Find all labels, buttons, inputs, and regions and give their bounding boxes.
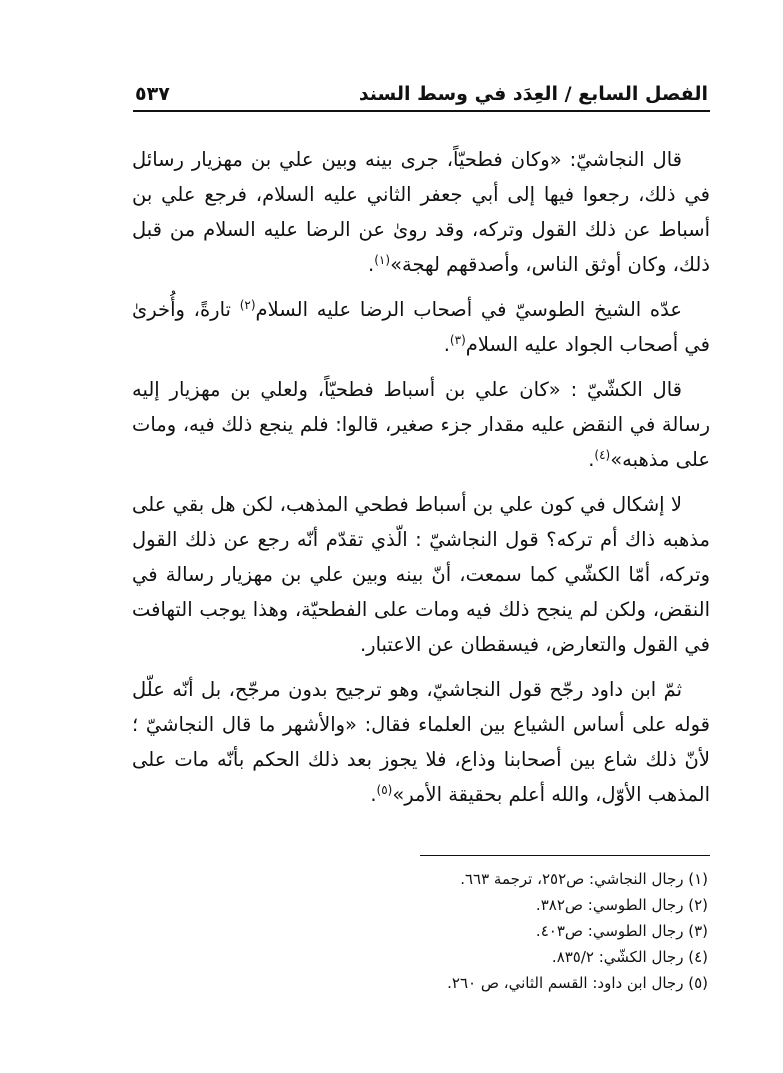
footnote: (٢) رجال الطوسي: ص٣٨٢.: [535, 896, 708, 914]
footnote: (١) رجال النجاشي: ص٢٥٢، ترجمة ٦٦٣.: [460, 870, 708, 888]
paragraph: [132, 487, 710, 662]
main-text: [132, 142, 710, 822]
header-title: الفصل السابع / العِدَد في وسط السند: [358, 83, 708, 105]
page-number: ٥٣٧: [135, 83, 170, 105]
paragraph-text: عدّه الشيخ الطوسيّ في أصحاب الرضا عليه السلام: [255, 298, 683, 321]
footnote-ref: (١): [374, 253, 391, 267]
footnote-ref: (٥): [376, 783, 393, 797]
footnote-ref: (٤): [594, 448, 611, 462]
paragraph-text: قال الكشّيّ : «كان علي بن أسباط فطحيّاً، ولعلي بن مهزيار إليه رسالة في النقض عليه مقدار جزء صغير، قالوا: فلم ينجع ذلك فيه، ومات على مذهبه»: [132, 378, 710, 471]
footnotes: [288, 866, 708, 996]
footnote-divider: [420, 855, 710, 856]
header-divider: [133, 110, 710, 112]
paragraph: قال النجاشيّ: «وكان فطحيّاً، جرى بينه وبين علي بن مهزيار رسائل في ذلك، رجعوا فيها إلى أبي جعفر الثاني عليه السلام، فرجع علي بن أسباط عن ذلك القول وتركه، وقد روىٰ عن الرضا عليه السلام من قبل ذلك، وكان أوثق الناس، وأصدقهم لهجة»$^{(١)}$.: [132, 148, 710, 276]
paragraph-text: قال النجاشيّ: «وكان فطحيّاً، جرى بينه وبين علي بن مهزيار رسائل في ذلك، رجعوا فيها إلى أبي جعفر الثاني عليه السلام، فرجع علي بن أسباط عن ذلك القول وتركه، وقد روىٰ عن الرضا عليه السلام من قبل ذلك، وكان أوثق الناس، وأصدقهم لهجة»: [132, 148, 710, 276]
footnote-ref: (٢): [239, 298, 256, 312]
running-header: [135, 80, 708, 108]
paragraph-text: تارةً، وأُخرىٰ في أصحاب الجواد عليه السلام: [132, 298, 710, 356]
footnote: (٤) رجال الكشّي: ٨٣٥/٢.: [551, 948, 708, 966]
paragraph: قال الكشّيّ : «كان علي بن أسباط فطحيّاً، ولعلي بن مهزيار إليه رسالة في النقض عليه مقدار جزء صغير، قالوا: فلم ينجع ذلك فيه، ومات على مذهبه»$^{(٤)}$.: [132, 378, 710, 471]
paragraph: ثمّ ابن داود رجّح قول النجاشيّ، وهو ترجيح بدون مرجّح، بل أنّه علّل قوله على أساس الشياع بين العلماء فقال: «والأشهر ما قال النجاشيّ ؛ لأنّ ذلك شاع بين أصحابنا وذاع، فلا يجوز بعد ذلك الحكم بأنّه مات على المذهب الأوّل، والله أعلم بحقيقة الأمر»$^{(٥)}$.: [132, 678, 710, 806]
footnote-ref: (٣): [449, 333, 466, 347]
paragraph-text: لا إشكال في كون علي بن أسباط فطحي المذهب، لكن هل بقي على مذهبه ذاك أم تركه؟ قول النجاشيّ : الّذي تقدّم أنّه رجع عن ذلك القول وتركه، أمّا الكشّي كما سمعت، أنّ بينه وبين علي بن مهزيار رسالة في النقض، ولكن لم ينجح ذلك فيه ومات على الفطحيّة، وهذا يوجب التهافت في القول والتعارض، فيسقطان عن الاعتبار.: [132, 493, 710, 656]
paragraph: عدّه الشيخ الطوسيّ في أصحاب الرضا عليه السلام$^{(٢)}$ تارةً، وأُخرىٰ في أصحاب الجواد عليه السلام$^{(٣)}$.: [132, 298, 710, 356]
paragraph-text: ثمّ ابن داود رجّح قول النجاشيّ، وهو ترجيح بدون مرجّح، بل أنّه علّل قوله على أساس الشياع بين العلماء فقال: «والأشهر ما قال النجاشيّ ؛ لأنّ ذلك شاع بين أصحابنا وذاع، فلا يجوز بعد ذلك الحكم بأنّه مات على المذهب الأوّل، والله أعلم بحقيقة الأمر»: [132, 678, 710, 806]
footnote: (٣) رجال الطوسي: ص٤٠٣.: [535, 922, 708, 940]
footnote: (٥) رجال ابن داود: القسم الثاني، ص ٢٦٠.: [447, 974, 708, 992]
